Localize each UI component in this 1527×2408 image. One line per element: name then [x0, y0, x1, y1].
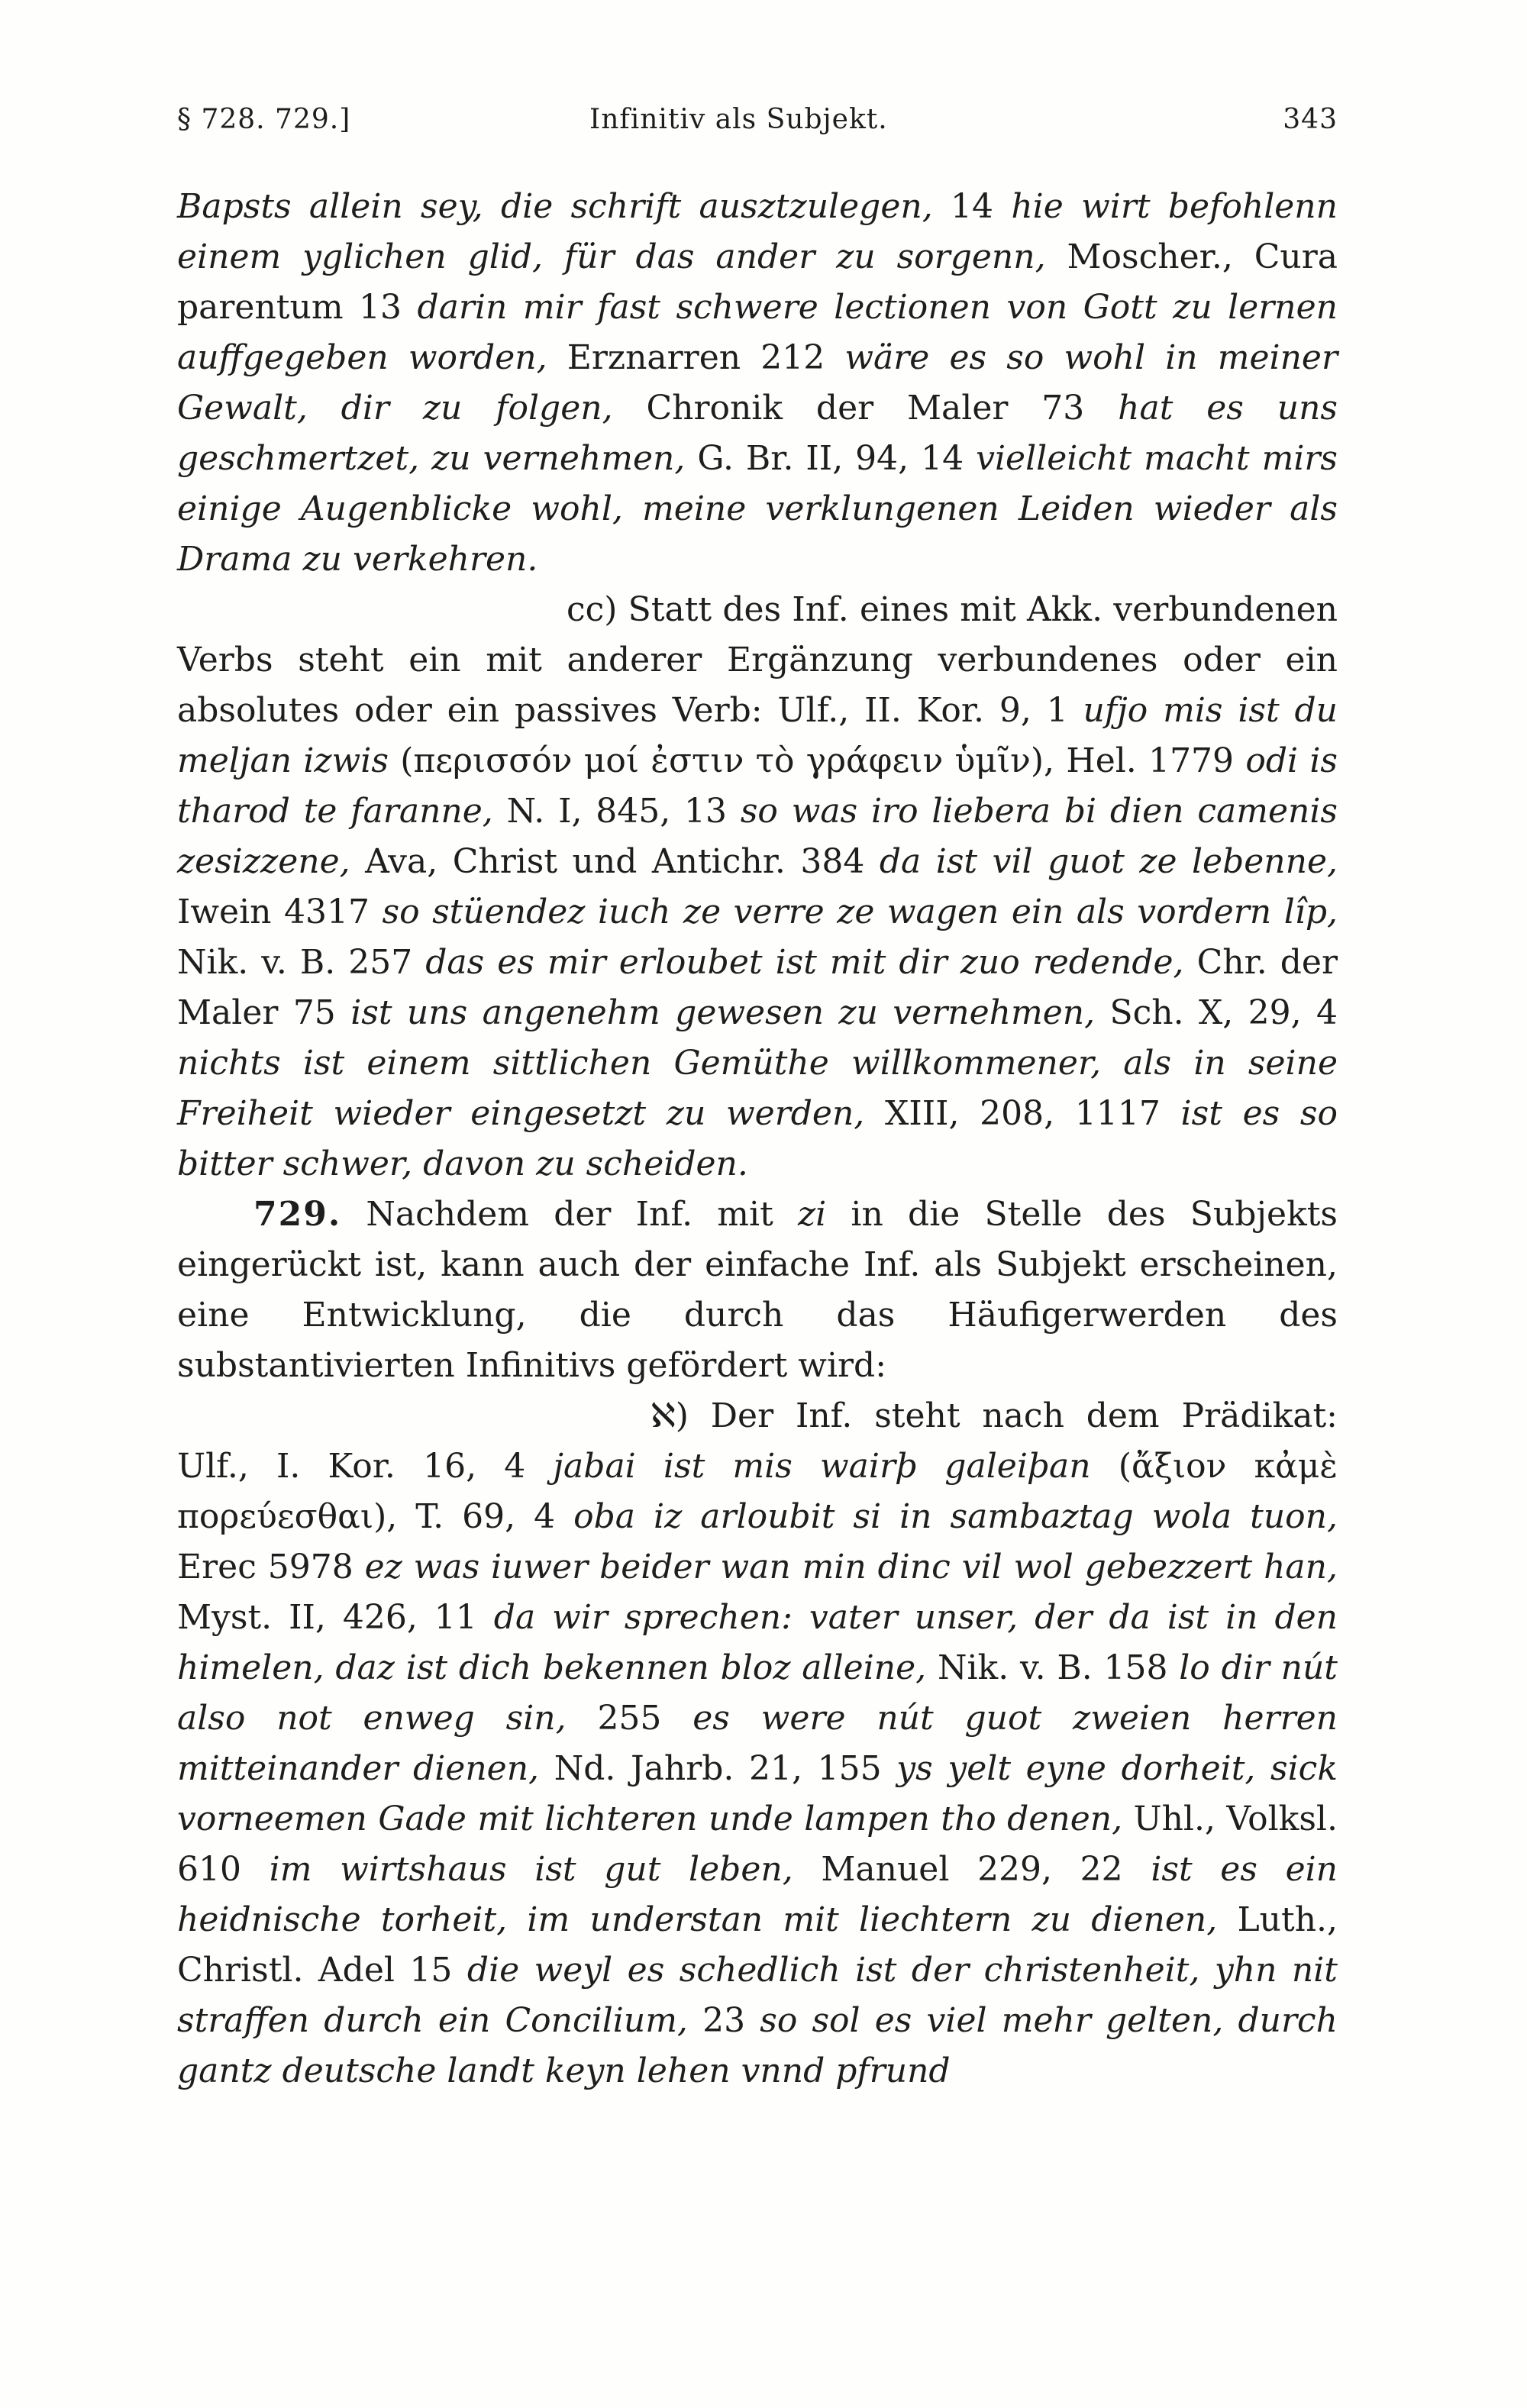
text-run: G. Br. II, 94, 14 [685, 439, 977, 478]
text-run: 14 [932, 187, 1012, 226]
text-run: (ἄξιον κἀμὲ πορεύεσθαι), T. 69, 4 [177, 1447, 1338, 1536]
quoted-text: so stüendez iuch ze verre ze wagen ein als vordern lîp, [382, 893, 1338, 931]
running-header [177, 104, 1338, 150]
text-run: Erec 5978 [177, 1548, 365, 1587]
quoted-text: vielleicht macht mirs einige Augenblicke wohl, meine verklungenen Leiden wieder als Drama zu verkehren. [177, 439, 1338, 579]
quoted-text: ist uns angenehm gewesen zu vernehmen, [350, 993, 1096, 1032]
quoted-text: jabai ist mis wairþ galeiþan [553, 1447, 1091, 1486]
quoted-text: ufjo mis ist du meljan izwis [177, 691, 1338, 780]
text-run: cc) Statt des Inf. eines mit Akk. verbundenen Verbs steht ein mit anderer Ergänzung verbundenes oder ein absolutes oder ein passives Verb: Ulf., II. Kor. 9, 1 [177, 590, 1338, 730]
text-run: ℵ) Der Inf. steht nach dem Prädikat: Ulf., I. Kor. 16, 4 [177, 1396, 1338, 1486]
quoted-text: ist es so bitter schwer, davon zu scheiden. [177, 1094, 1338, 1183]
quoted-text: im wirtshaus ist gut leben, [269, 1850, 793, 1889]
text-run: Chr. der Maler 75 [177, 943, 1338, 1032]
quoted-text: hat es uns geschmertzet, zu vernehmen, [177, 389, 1338, 478]
text-run: (περισσόν μοί ἐστιν τὸ γράφειν ὑμῖν), Hel. 1779 [388, 741, 1246, 780]
text-run: N. I, 845, 13 [492, 792, 741, 831]
quoted-text: lo dir nút also not enweg sin, [177, 1648, 1338, 1738]
quoted-text: da ist vil guot ze lebenne, [879, 842, 1338, 881]
quoted-text: oba iz arloubit si in sambaztag wola tuon, [573, 1497, 1338, 1536]
quoted-text: wäre es so wohl in meiner Gewalt, dir zu folgen, [177, 338, 1338, 428]
text-run: Uhl., Volksl. 610 [177, 1800, 1338, 1889]
quoted-text: ist es ein heidnische torheit, im understan mit liechtern zu dienen, [177, 1850, 1338, 1939]
paragraph-continuation [177, 182, 1338, 585]
quoted-text: da wir sprechen: vater unser, der da ist in den himelen, daz ist dich bekennen bloz alleine, [177, 1598, 1338, 1687]
quoted-text: ys yelt eyne dorheit, sick vorneemen Gade mit lichteren unde lampen tho denen, [177, 1749, 1338, 1838]
text-run: Chronik der Maler 73 [612, 389, 1119, 428]
text-run: Nd. Jahrb. 21, 155 [539, 1749, 897, 1788]
page-number: 343 [1283, 104, 1338, 135]
text-run: Iwein 4317 [177, 893, 383, 931]
text-run: Luth., Christl. Adel 15 [177, 1900, 1338, 1990]
text-run: in die Stelle des Subjekts eingerückt ist, kann auch der einfache Inf. als Subjekt erscheinen, eine Entwicklung, die durch das Häufigerwerden des substantivierten Infinitivs gefördert wird: [177, 1195, 1338, 1385]
quoted-text: odi is tharod te faranne, [177, 741, 1338, 831]
text-run: Manuel 229, 22 [793, 1850, 1151, 1889]
text-run: Nachdem der Inf. mit [341, 1195, 798, 1234]
quoted-text: darin mir fast schwere lectionen von Gott zu lernen auffgegeben worden, [177, 288, 1338, 377]
text-run: XIII, 208, 1117 [864, 1094, 1181, 1133]
text-run: Nik. v. B. 158 [926, 1648, 1180, 1687]
section-reference: § 728. 729.] [177, 104, 351, 135]
quoted-text: Bapsts allein sey, die schrift ausztzulegen, [177, 187, 933, 226]
quoted-text: die weyl es schedlich ist der christenheit, yhn nit straffen durch ein Concilium, [177, 1951, 1338, 2040]
quoted-text: das es mir erloubet ist mit dir zuo redende, [425, 943, 1184, 982]
quoted-text: hie wirt befohlenn einem yglichen glid, für das ander zu sorgenn, [177, 187, 1338, 276]
section-number: 729. [253, 1195, 342, 1234]
paragraph-section-729 [177, 1189, 1338, 1391]
text-run: Erznarren 212 [547, 338, 845, 377]
paragraph-cc [177, 585, 1338, 1189]
body-text [177, 182, 1338, 2097]
text-run: Moscher., Cura parentum 13 [177, 237, 1338, 327]
text-run: 255 [566, 1699, 693, 1738]
quoted-text: so sol es viel mehr gelten, durch gantz deutsche landt keyn lehen vnnd pfrund [177, 2001, 1338, 2090]
quoted-text: ez was iuwer beider wan min dinc vil wol gebezzert han, [364, 1548, 1338, 1587]
text-run: Sch. X, 29, 4 [1095, 993, 1338, 1032]
text-run: Myst. II, 426, 11 [177, 1598, 494, 1637]
running-title: Infinitiv als Subjekt. [589, 104, 888, 135]
paragraph-aleph [177, 1391, 1338, 2097]
quoted-text: nichts ist einem sittlichen Gemüthe willkommener, als in seine Freiheit wieder eingesetzt zu werden, [177, 1044, 1338, 1133]
quoted-text: so was iro liebera bi dien camenis zesizzene, [177, 792, 1338, 881]
text-run: Nik. v. B. 257 [177, 943, 426, 982]
text-run: Ava, Christ und Antichr. 384 [350, 842, 880, 881]
quoted-text: zi [797, 1195, 827, 1234]
quoted-text: es were nút guot zweien herren mitteinander dienen, [177, 1699, 1338, 1788]
text-run: 23 [687, 2001, 760, 2040]
